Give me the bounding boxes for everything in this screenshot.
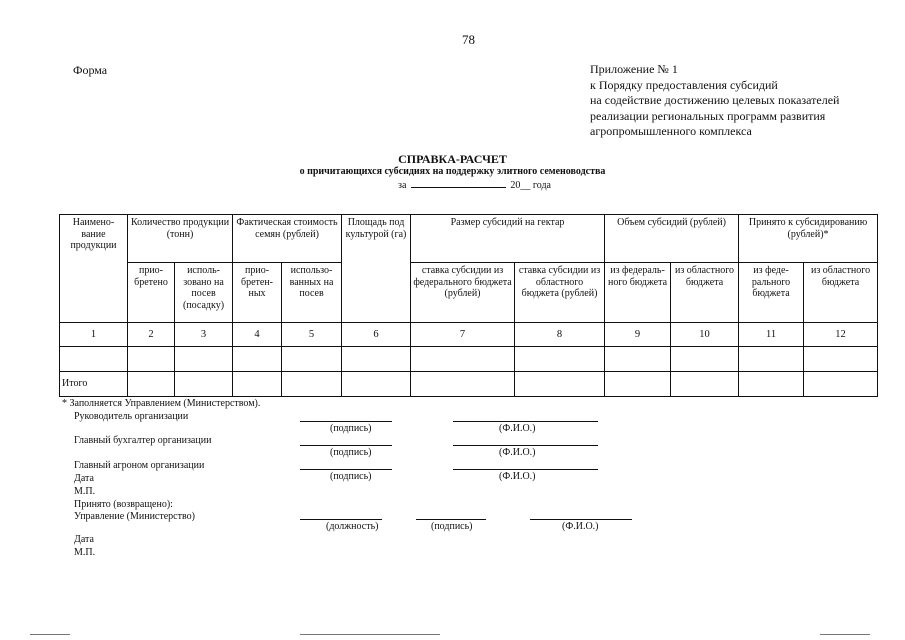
name-line [453,445,598,446]
name-line [453,469,598,470]
column-number: 8 [515,323,605,347]
total-row [60,372,878,397]
page-number: 78 [462,32,475,47]
subheader-cost-used: использо-ванных на посев [282,263,342,323]
column-number: 2 [128,323,175,347]
period-blank [411,178,506,188]
caption-signature: (подпись) [330,447,372,458]
period-suffix: 20__ года [510,180,551,191]
signature-line [300,469,392,470]
appendix-line: агропромышленного комплекса [590,124,752,138]
label-date: Дата [74,473,94,484]
subheader-volume-regional: из областного бюджета [671,263,739,323]
caption-name: (Ф.И.О.) [499,471,536,482]
subheader-volume-federal: из федераль-ного бюджета [605,263,671,323]
label-accepted: Принято (возвращено): [74,499,173,510]
table-cell [605,347,671,372]
subheader-cost-acquired: прио-бретен-ных [233,263,282,323]
header-seed-cost: Фактическая стоимость семян (рублей) [233,215,342,263]
subheader-accepted-regional: из областного бюджета [804,263,878,323]
column-number: 10 [671,323,739,347]
scan-edge-rule [820,634,870,635]
table-cell [739,347,804,372]
table-cell [342,372,411,397]
caption-signature: (подпись) [330,423,372,434]
caption-name: (Ф.И.О.) [499,423,536,434]
form-label: Форма [73,63,108,77]
footnote: * Заполняется Управлением (Министерством). [62,398,261,409]
table-cell [804,347,878,372]
table-cell [804,372,878,397]
appendix-line: Приложение № 1 [590,62,678,76]
table-cell [233,347,282,372]
caption-position: (должность) [326,521,379,532]
column-number: 9 [605,323,671,347]
header-volume: Объем субсидий (рублей) [605,215,739,263]
label-date-2: Дата [74,534,94,545]
appendix-line: к Порядку предоставления субсидий [590,77,778,92]
column-number: 1 [60,323,128,347]
column-number: 5 [282,323,342,347]
table-cell [515,347,605,372]
table-cell [671,372,739,397]
table-cell [671,347,739,372]
label-stamp-2: М.П. [74,547,96,558]
label-head: Руководитель организации [74,411,189,422]
table-cell [128,372,175,397]
table-cell [175,347,233,372]
name-line [453,421,598,422]
appendix-line: реализации региональных программ развития [590,108,826,123]
position-line [300,519,382,520]
appendix-block [590,62,839,140]
table-cell [739,372,804,397]
column-number: 11 [739,323,804,347]
header-accepted: Принято к субсидированию (рублей)* [739,215,878,263]
table-cell [282,372,342,397]
column-number: 6 [342,323,411,347]
caption-name: (Ф.И.О.) [499,447,536,458]
scan-edge-rule [300,634,440,635]
total-label: Итого [60,372,128,397]
label-department: Управление (Министерство) [74,511,195,522]
column-number-row [60,323,878,347]
caption-signature: (подпись) [330,471,372,482]
column-number: 12 [804,323,878,347]
period-line [398,178,551,191]
table-cell [282,347,342,372]
table-cell [175,372,233,397]
table-cell [128,347,175,372]
header-quantity: Количество продукции (тонн) [128,215,233,263]
signature-line [300,445,392,446]
header-rate: Размер субсидий на гектар [411,215,605,263]
caption-name: (Ф.И.О.) [562,521,599,532]
table-cell [342,347,411,372]
period-prefix: за [398,180,407,191]
table-cell [60,347,128,372]
table-cell [233,372,282,397]
header-product-name: Наимено-вание продукции [60,215,128,323]
subheader-qty-acquired: прио-бретено [128,263,175,323]
label-accountant: Главный бухгалтер организации [74,435,212,446]
table-cell [605,372,671,397]
subheader-qty-used: исполь-зовано на посев (посадку) [175,263,233,323]
column-number: 7 [411,323,515,347]
subsidy-table [59,214,878,397]
table-cell [411,347,515,372]
subheader-accepted-federal: из феде-рального бюджета [739,263,804,323]
column-number: 4 [233,323,282,347]
document-title: СПРАВКА-РАСЧЕТ [398,152,507,166]
label-agronomist: Главный агроном организации [74,460,205,471]
signature-line [416,519,486,520]
table-row [60,347,878,372]
appendix-line: на содействие достижению целевых показателей [590,93,840,107]
name-line [530,519,632,520]
label-stamp: М.П. [74,486,96,497]
signature-line [300,421,392,422]
subheader-rate-federal: ставка субсидии из федерального бюджета (рублей) [411,263,515,323]
header-area: Площадь под культурой (га) [342,215,411,323]
subheader-rate-regional: ставка субсидии из областного бюджета (рублей) [515,263,605,323]
document-subtitle: о причитающихся субсидиях на поддержку элитного семеноводства [299,166,606,177]
table-cell [515,372,605,397]
scan-edge-rule [30,634,70,635]
table-cell [411,372,515,397]
column-number: 3 [175,323,233,347]
caption-signature: (подпись) [431,521,473,532]
